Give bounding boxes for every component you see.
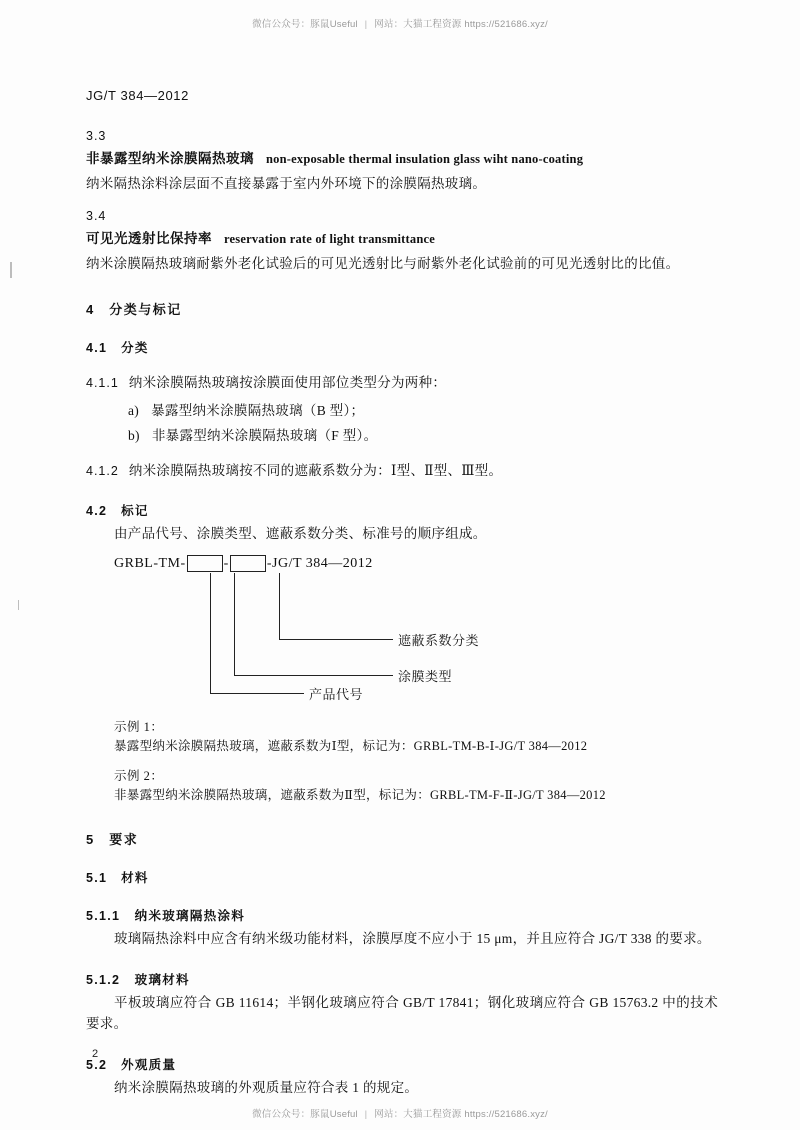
standard-number-header: JG/T 384—2012: [86, 88, 189, 103]
document-content: [86, 88, 718, 1099]
designation-box-shading-class: [230, 555, 266, 572]
list-item: [128, 399, 718, 419]
watermark-bottom-url: https://521686.xyz/: [464, 1109, 548, 1120]
term-definition-3-4: 纳米涂膜隔热玻璃耐紫外老化试验后的可见光透射比与耐紫外老化试验前的可见光透射比的比值。: [86, 256, 680, 272]
clause-index: 5.1.1: [86, 908, 121, 923]
clause-index: 4.1.1: [86, 376, 119, 391]
watermark-top-mid: 网站：大猫工程资源: [374, 19, 462, 30]
diagram-label-coating-type: 涂膜类型: [398, 669, 453, 685]
designation-diagram: [114, 555, 718, 707]
clause-4-1-1: [86, 372, 718, 394]
clause-heading-text: 玻璃材料: [134, 972, 190, 987]
section-heading-4: 4 分类与标记: [86, 302, 182, 318]
leader-line-horizontal-shading: [279, 639, 393, 640]
watermark-sep: |: [364, 19, 368, 30]
term-english: reservation rate of light transmittance: [224, 232, 435, 247]
clause-text-5-2: 纳米涂膜隔热玻璃的外观质量应符合表 1 的规定。: [114, 1080, 419, 1096]
watermark-bottom-mid: 网站：大猫工程资源: [374, 1109, 462, 1120]
watermark-sep: |: [364, 1109, 368, 1120]
diagram-label-product-code: 产品代号: [309, 687, 364, 703]
clause-4-1-2: [86, 460, 718, 482]
examples-block: [114, 717, 718, 805]
clause-heading-text: 纳米玻璃隔热涂料: [134, 908, 246, 923]
list-item-label: a): [128, 402, 140, 418]
section-heading-5-1: 5.1 材料: [86, 870, 149, 885]
term-entry-3-4: [86, 229, 718, 249]
clause-index: 4.1.2: [86, 463, 119, 478]
list-item-label: b): [128, 427, 140, 443]
leader-line-vertical-product: [210, 573, 211, 693]
clause-index: 5.1.2: [86, 972, 121, 987]
leader-line-horizontal-product: [210, 693, 304, 694]
clause-number-3-4: 3.4: [86, 209, 107, 224]
example-body-1: 暴露型纳米涂膜隔热玻璃，遮蔽系数为Ⅰ型，标记为：GRBL-TM-B-Ⅰ-JG/T 384—2012: [114, 739, 588, 754]
clause-number-3-3: 3.3: [86, 129, 107, 143]
clause-text-5-1-1: 玻璃隔热涂料中应含有纳米级功能材料，涂膜厚度不应小于 15 μm，并且应符合 JG/T 338 的要求。: [114, 930, 711, 946]
scan-edge-mark: [10, 262, 12, 278]
clause-text-5-1-2: 平板玻璃应符合 GB 11614；半钢化玻璃应符合 GB/T 17841；钢化玻璃应符合 GB 15763.2 中的技术要求。: [86, 994, 718, 1032]
section-heading-4-1: 4.1 分类: [86, 341, 149, 356]
designation-box-coating-type: [187, 555, 223, 572]
clause-heading-5-1-1: [86, 906, 718, 924]
watermark-top: [0, 16, 800, 30]
leader-line-vertical-coating: [234, 573, 235, 675]
leader-line-vertical-shading: [279, 573, 280, 639]
example-body-2: 非暴露型纳米涂膜隔热玻璃，遮蔽系数为Ⅱ型，标记为：GRBL-TM-F-Ⅱ-JG/T 384—2012: [114, 788, 606, 803]
diagram-label-shading-class: 遮蔽系数分类: [398, 633, 480, 649]
term-entry-3-3: [86, 149, 718, 169]
designation-dash: -: [223, 555, 229, 571]
list-item-text: 暴露型纳米涂膜隔热玻璃（B 型）；: [151, 402, 365, 418]
example-title-2: 示例 2：: [114, 769, 164, 784]
scan-edge-mark: [18, 600, 19, 610]
term-english: non-exposable thermal insulation glass wiht nano-coating: [266, 152, 584, 166]
watermark-top-left: 微信公众号：豚鼠Useful: [252, 19, 358, 30]
list-item-text: 非暴露型纳米涂膜隔热玻璃（F 型）。: [151, 427, 378, 443]
watermark-top-url: https://521686.xyz/: [464, 19, 548, 30]
term-chinese: 非暴露型纳米涂膜隔热玻璃: [86, 151, 254, 166]
term-chinese: 可见光透射比保持率: [86, 231, 212, 247]
example-title-1: 示例 1：: [114, 720, 164, 735]
clause-text: 纳米涂膜隔热玻璃按涂膜面使用部位类型分为两种：: [128, 375, 447, 391]
section-heading-5-2: 5.2 外观质量: [86, 1058, 177, 1073]
clause-text: 纳米涂膜隔热玻璃按不同的遮蔽系数分为：Ⅰ型、Ⅱ型、Ⅲ型。: [128, 462, 503, 478]
designation-code-line: [114, 555, 373, 572]
designation-intro: 由产品代号、涂膜类型、遮蔽系数分类、标准号的顺序组成。: [114, 526, 487, 542]
watermark-bottom-left: 微信公众号：豚鼠Useful: [252, 1109, 358, 1120]
designation-prefix: GRBL-TM-: [114, 555, 186, 571]
watermark-bottom: [0, 1106, 800, 1120]
section-heading-5: 5 要求: [86, 831, 139, 847]
designation-suffix: -JG/T 384—2012: [266, 555, 373, 571]
term-definition-3-3: 纳米隔热涂料涂层面不直接暴露于室内外环境下的涂膜隔热玻璃。: [86, 176, 487, 192]
leader-line-horizontal-coating: [234, 675, 393, 676]
page-number: 2: [92, 1048, 99, 1060]
list-item: [128, 424, 718, 444]
section-heading-4-2: 4.2 标记: [86, 504, 149, 519]
clause-heading-5-1-2: [86, 970, 718, 988]
